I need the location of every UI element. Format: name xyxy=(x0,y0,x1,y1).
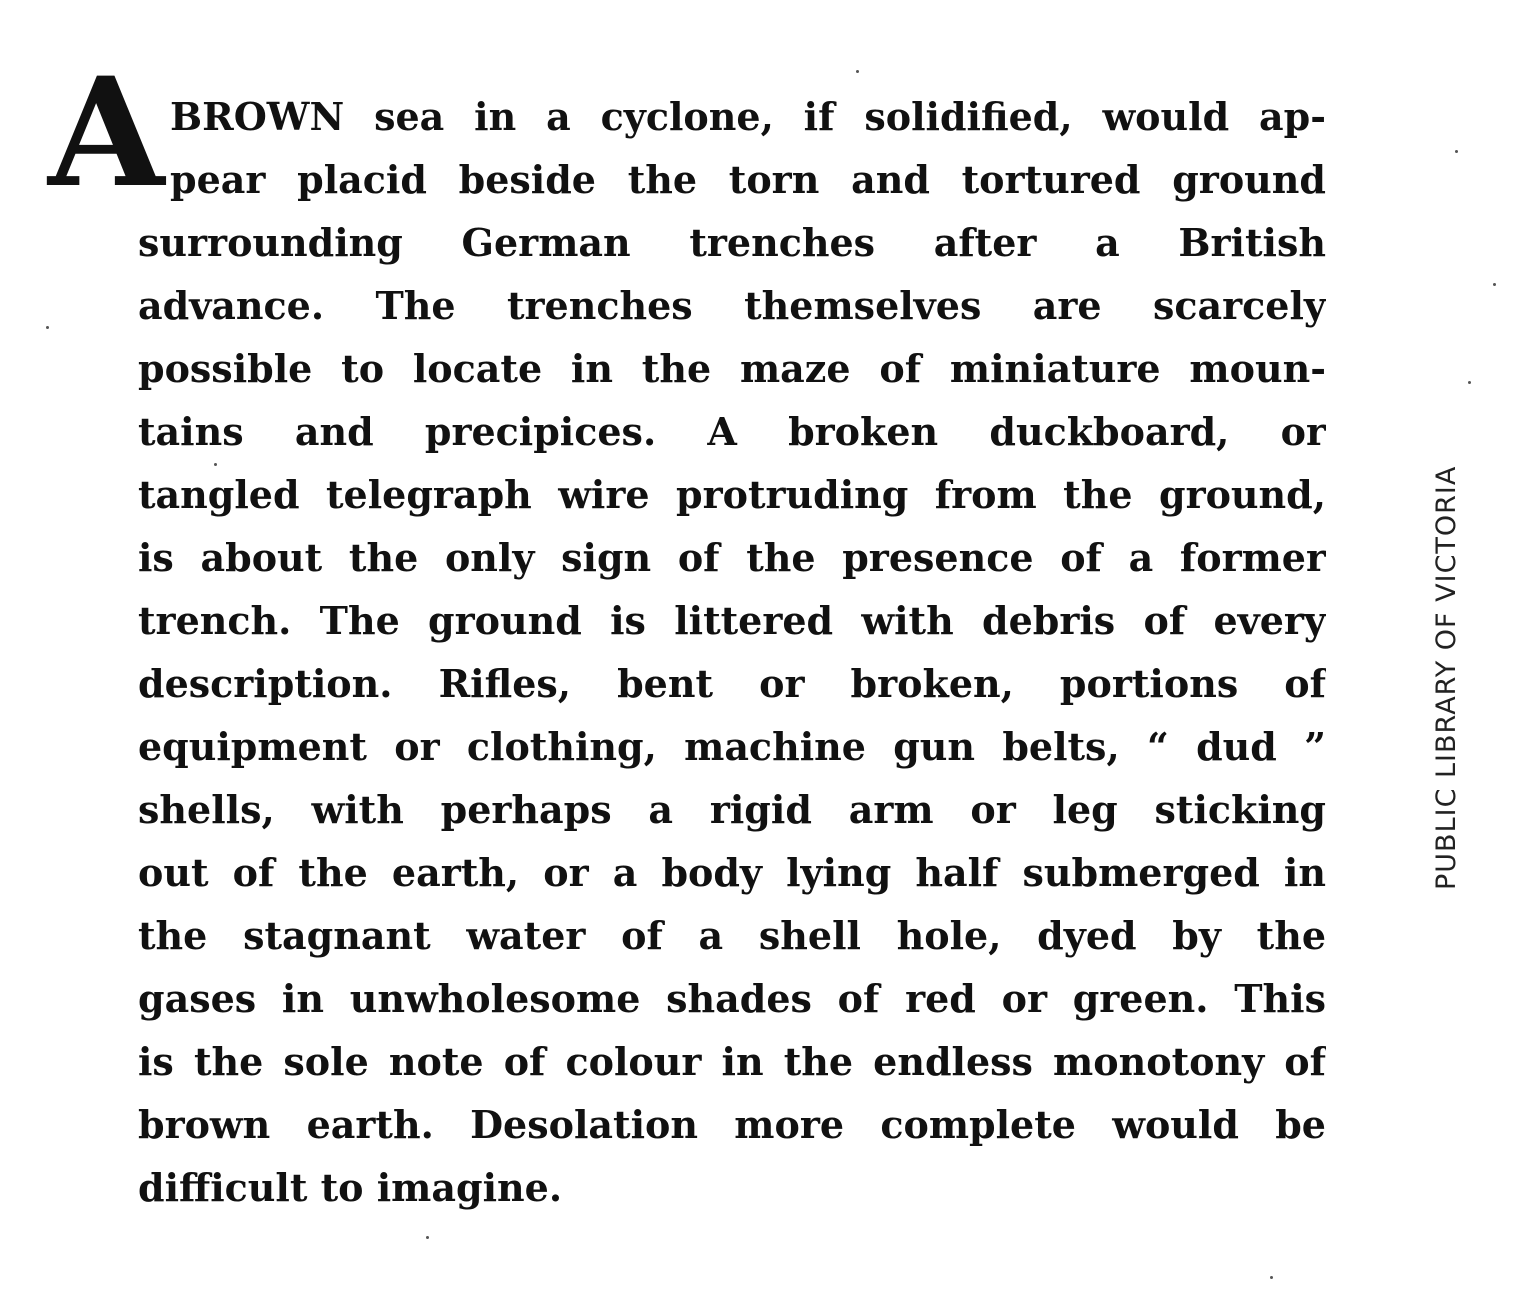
text-line: trench. The ground is littered with debris of every xyxy=(138,598,1326,643)
library-stamp: PUBLIC LIBRARY OF VICTORIA xyxy=(1431,465,1462,890)
scan-speck xyxy=(426,1236,429,1239)
text-line: shells, with perhaps a rigid arm or leg sticking xyxy=(138,787,1326,832)
scan-speck xyxy=(1270,1276,1273,1279)
text-line: advance. The trenches themselves are scarcely xyxy=(138,283,1326,328)
text-line: BROWN sea in a cyclone, if solidified, would ap- xyxy=(170,94,1326,139)
text-line: is about the only sign of the presence of a former xyxy=(138,535,1326,580)
text-line: tains and precipices. A broken duckboard, or xyxy=(138,409,1326,454)
text-line: pear placid beside the torn and tortured ground xyxy=(170,157,1326,202)
scan-speck xyxy=(1493,283,1496,286)
drop-cap: A xyxy=(48,45,165,221)
scan-speck xyxy=(1455,150,1458,153)
text-line: surrounding German trenches after a British xyxy=(138,220,1326,265)
text-line: gases in unwholesome shades of red or green. This xyxy=(138,976,1326,1021)
scan-speck xyxy=(856,70,859,73)
text-line: out of the earth, or a body lying half submerged in xyxy=(138,850,1326,895)
text-line: equipment or clothing, machine gun belts, “ dud ” xyxy=(138,724,1326,769)
text-line: description. Rifles, bent or broken, portions of xyxy=(138,661,1326,706)
text-line: difficult to imagine. xyxy=(138,1165,563,1210)
paragraph xyxy=(138,85,1326,1219)
text-line: brown earth. Desolation more complete would be xyxy=(138,1102,1326,1147)
scan-speck xyxy=(1468,381,1471,384)
scan-speck xyxy=(46,326,49,329)
text-line: possible to locate in the maze of miniature moun- xyxy=(138,346,1326,391)
scan-speck xyxy=(214,463,217,466)
text-line: tangled telegraph wire protruding from the ground, xyxy=(138,472,1326,517)
text-line: is the sole note of colour in the endless monotony of xyxy=(138,1039,1326,1084)
text-line: the stagnant water of a shell hole, dyed by the xyxy=(138,913,1326,958)
